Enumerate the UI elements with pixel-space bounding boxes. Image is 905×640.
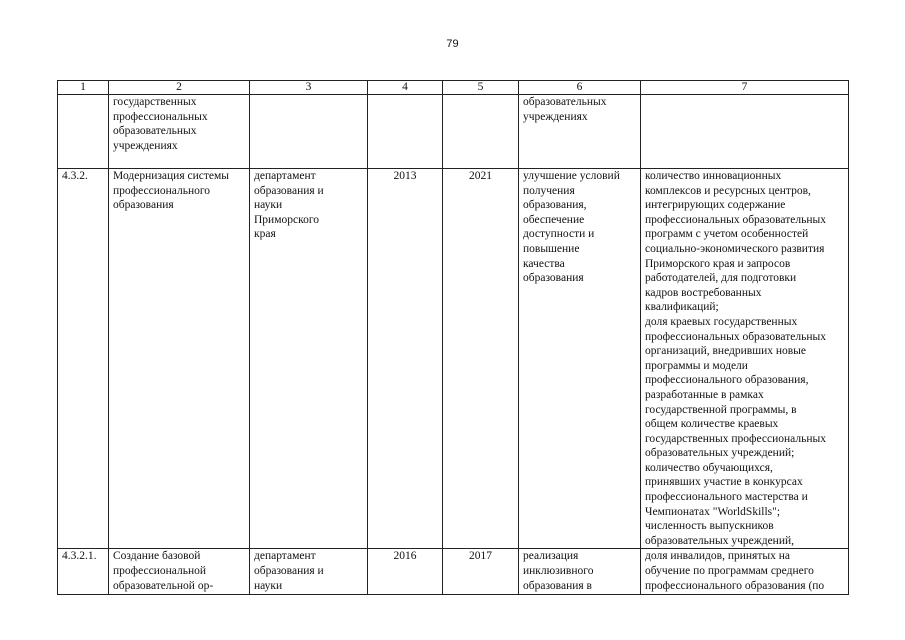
row-start-year: 2013 — [368, 169, 443, 549]
row-end-year: 2017 — [443, 549, 519, 595]
row-start-year: 2016 — [368, 549, 443, 595]
row-result: реализация инклюзивного образования в — [519, 549, 641, 595]
row-indicator: количество инновационных комплексов и ресурсных центров, интегрирующих содержание профессиональных образовательных программ с учетом особенностей социально-экономического развития Приморского края и запросов работодателей, для подготовки кадров востребованных квалификаций; доля краевых государственных профессиональных образовательных организаций, внедривших новые программы и модели профессионального образования, разработанные в рамках государственной программы, в общем количестве краевых государственных профессиональных образовательных учреждений; количество обучающихся, принявших участие в конкурсах профессионального мастерства и Чемпионатах "WorldSkills"; численность выпускников образовательных учреждений, — [641, 169, 849, 549]
table-row — [58, 169, 849, 549]
column-header: 1 — [58, 81, 109, 95]
table-row — [58, 549, 849, 595]
column-header: 7 — [641, 81, 849, 95]
row-result: улучшение условий получения образования, обеспечение доступности и повышение качества образования — [519, 169, 641, 549]
column-header: 6 — [519, 81, 641, 95]
program-table — [57, 80, 849, 595]
row-result: образовательных учреждениях — [519, 95, 641, 169]
row-name: государственных профессиональных образовательных учреждениях — [109, 95, 250, 169]
row-end-year: 2021 — [443, 169, 519, 549]
row-end-year — [443, 95, 519, 169]
row-indicator: доля инвалидов, принятых на обучение по программам среднего профессионального образования (по — [641, 549, 849, 595]
row-number — [58, 95, 109, 169]
column-header: 2 — [109, 81, 250, 95]
row-indicator — [641, 95, 849, 169]
column-header: 3 — [250, 81, 368, 95]
row-name: Модернизация системы профессионального образования — [109, 169, 250, 549]
row-executor: департамент образования и науки Приморского края — [250, 169, 368, 549]
table-header-row — [58, 81, 849, 95]
row-executor — [250, 95, 368, 169]
row-executor: департамент образования и науки — [250, 549, 368, 595]
row-name: Создание базовой профессиональной образовательной ор- — [109, 549, 250, 595]
column-header: 5 — [443, 81, 519, 95]
page-number: 79 — [446, 38, 459, 50]
table-row — [58, 95, 849, 169]
column-header: 4 — [368, 81, 443, 95]
row-number: 4.3.2. — [58, 169, 109, 549]
row-number: 4.3.2.1. — [58, 549, 109, 595]
row-start-year — [368, 95, 443, 169]
